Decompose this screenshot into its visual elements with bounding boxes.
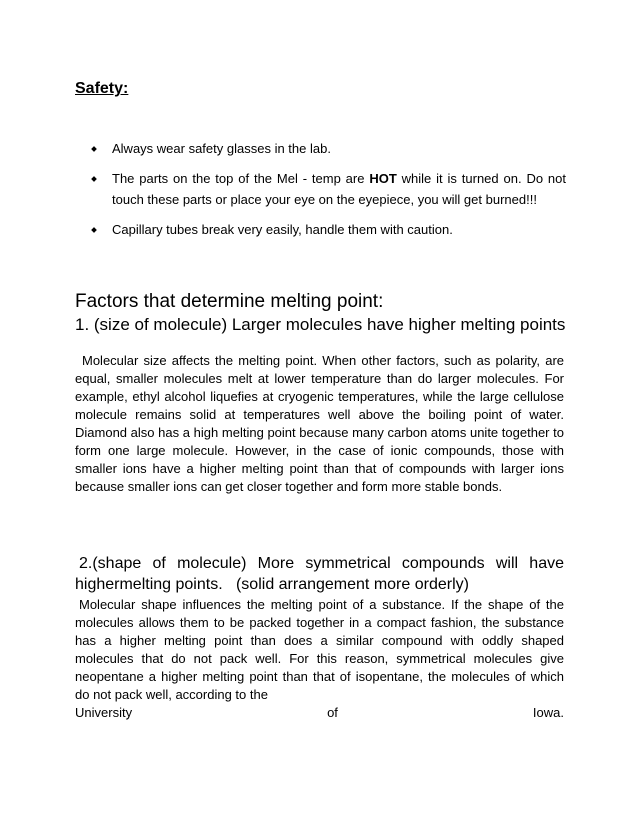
- list-item: [88, 219, 566, 240]
- safety-item-text: Always wear safety glasses in the lab.: [112, 141, 331, 156]
- factors-heading: Factors that determine melting point:: [75, 291, 384, 312]
- safety-list: [88, 138, 566, 240]
- shape-paragraph: [75, 596, 564, 704]
- size-paragraph-text: Molecular size affects the melting point. When other factors, such as polarity, are equal, smaller molecules melt at lower temperature than do larger molecules. For example, ethyl alcohol liquefies at cryogenic temperatures, while the large cellulose molecule remains solid at temperatures well above the boiling point of water. Diamond also has a high melting point because many carbon atoms unite together to form one large molecule. However, in the case of ionic compounds, those with smaller ions have a higher melting point than that of compounds with larger ions because smaller ions can get closer together and form more stable bonds.: [75, 353, 564, 494]
- shape-paragraph-text: Molecular shape influences the melting point of a substance. If the shape of the molecules allows them to be packed together in a compact fashion, the substance has a higher melting point than does a similar compound with oddly shaped molecules that do not pack well. For this reason, symmetrical molecules give neopentane a higher melting point than that of isopentane, the molecules of which do not pack well, according to the: [75, 597, 564, 702]
- list-item: [88, 168, 566, 210]
- bullet-icon: [91, 146, 97, 152]
- hot-emphasis: HOT: [369, 171, 397, 186]
- bullet-icon: [91, 176, 97, 182]
- size-of-molecule-heading: 1. (size of molecule) Larger molecules have higher melting points: [75, 315, 566, 334]
- safety-item-text-after: while it is turned on. Do not touch these parts or place your eye on the eyepiece, you will get burned!!!: [112, 171, 567, 207]
- shape-heading-line1-text: 2.(shape of molecule) More symmetrical compounds will have: [79, 555, 564, 572]
- shape-paragraph-last-line: [75, 704, 564, 722]
- size-paragraph: [75, 352, 564, 496]
- last-word-of: of: [327, 705, 338, 720]
- list-item: [88, 138, 566, 159]
- last-word-university: University: [75, 705, 133, 720]
- safety-heading: Safety:: [75, 80, 129, 97]
- safety-item-text: Capillary tubes break very easily, handle them with caution.: [112, 222, 453, 237]
- last-word-iowa: Iowa.: [532, 705, 564, 720]
- bullet-icon: [91, 227, 97, 233]
- shape-of-molecule-heading-line1: [75, 553, 564, 574]
- shape-of-molecule-heading-line2: highermelting points. (solid arrangement more orderly): [75, 576, 469, 593]
- safety-item-text-before: The parts on the top of the Mel - temp are: [112, 171, 370, 186]
